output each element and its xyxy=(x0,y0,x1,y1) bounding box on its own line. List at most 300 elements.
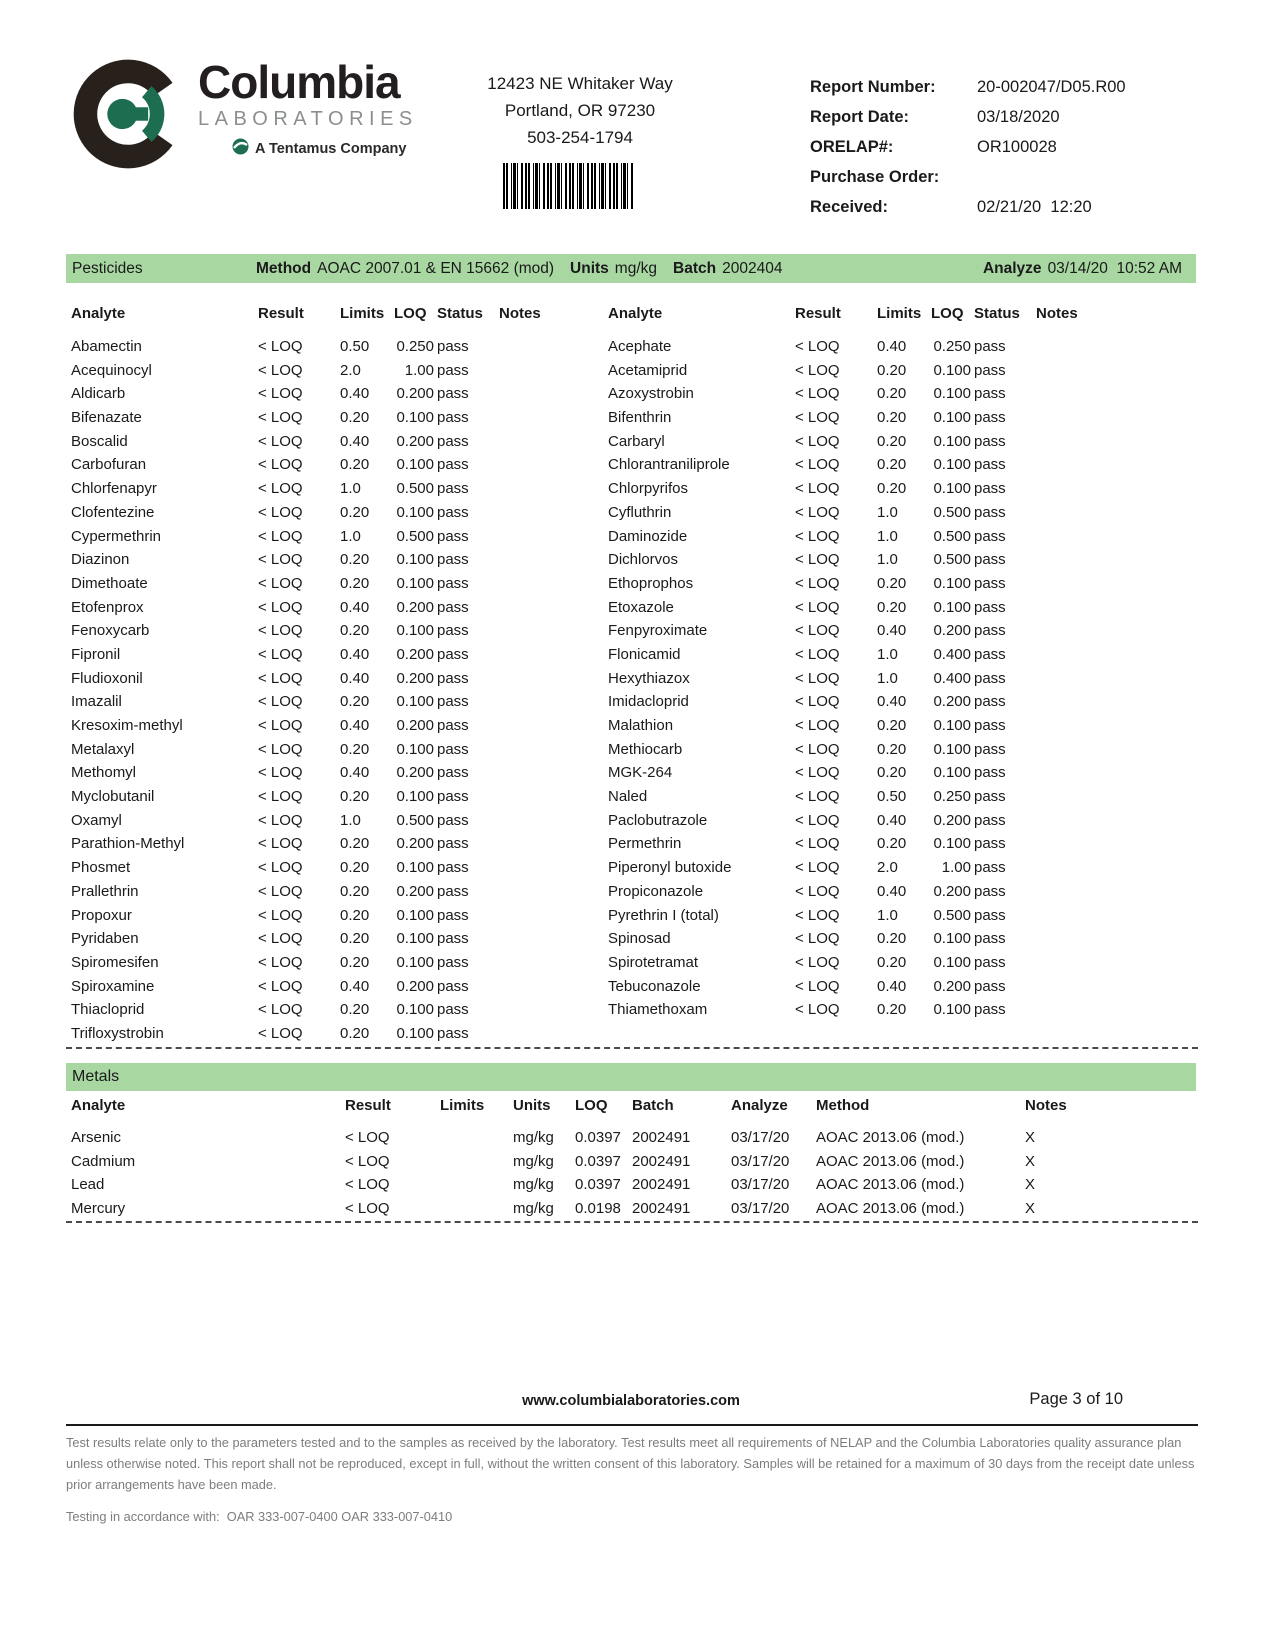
loq-cell: 0.100 xyxy=(933,480,971,498)
status-cell: pass xyxy=(974,859,1006,877)
metals-table xyxy=(71,1095,1181,1220)
notes-cell xyxy=(1036,856,1076,880)
table-row xyxy=(608,430,1148,454)
result-cell: < LOQ xyxy=(795,953,840,971)
status-cell: pass xyxy=(974,456,1006,474)
limits-cell: 0.20 xyxy=(340,551,370,569)
table-row xyxy=(71,1197,1181,1221)
table-row xyxy=(608,359,1148,383)
table-row xyxy=(71,975,611,999)
notes-cell xyxy=(1036,809,1076,833)
page-number: Page 3 of 10 xyxy=(1029,1390,1123,1408)
result-cell: < LOQ xyxy=(258,480,303,498)
units-cell: mg/kg xyxy=(513,1129,554,1146)
loq-cell: 0.100 xyxy=(933,953,971,971)
result-cell: < LOQ xyxy=(258,953,303,971)
loq-cell: 0.500 xyxy=(933,503,971,521)
limits-cell: 0.40 xyxy=(877,338,907,355)
analyte-cell: Carbofuran xyxy=(71,456,147,474)
limits-cell: 0.20 xyxy=(877,717,907,734)
loq-cell: 0.100 xyxy=(933,740,971,758)
limits-cell: 1.0 xyxy=(877,527,898,545)
limits-cell xyxy=(440,1150,513,1174)
result-cell: < LOQ xyxy=(258,1001,303,1019)
result-cell: < LOQ xyxy=(258,385,303,403)
table-row xyxy=(71,785,611,809)
result-cell: < LOQ xyxy=(795,930,840,948)
loq-header: LOQ xyxy=(931,305,964,322)
loq-cell: 0.500 xyxy=(933,906,971,924)
result-cell: < LOQ xyxy=(258,645,303,663)
loq-cell: 0.250 xyxy=(933,338,971,355)
result-cell: < LOQ xyxy=(258,740,303,758)
loq-cell: 0.200 xyxy=(396,835,434,853)
brand-tagline: A Tentamus Company xyxy=(255,141,407,157)
result-cell: < LOQ xyxy=(258,859,303,877)
notes-cell xyxy=(499,667,539,691)
metals-section-title: Metals xyxy=(72,1068,120,1085)
loq-cell: 0.200 xyxy=(396,764,434,782)
table-row xyxy=(608,761,1148,785)
analyte-cell: Spirotetramat xyxy=(608,953,699,971)
analyte-cell: Spiromesifen xyxy=(71,953,159,971)
loq-cell: 0.500 xyxy=(933,551,971,569)
status-cell: pass xyxy=(974,906,1006,924)
loq-cell: 0.0397 xyxy=(575,1176,621,1194)
result-cell: < LOQ xyxy=(795,527,840,545)
limits-cell: 0.40 xyxy=(340,717,370,734)
loq-cell: 0.250 xyxy=(933,788,971,806)
loq-header: LOQ xyxy=(575,1097,608,1114)
loq-cell: 0.100 xyxy=(933,764,971,782)
status-cell: pass xyxy=(974,598,1006,616)
table-row xyxy=(608,998,1148,1022)
status-cell: pass xyxy=(974,338,1006,355)
loq-cell: 0.200 xyxy=(396,645,434,663)
notes-cell xyxy=(499,714,539,738)
table-row xyxy=(71,927,611,951)
loq-cell: 0.200 xyxy=(933,622,971,640)
status-cell: pass xyxy=(974,527,1006,545)
analyte-cell: Methiocarb xyxy=(608,740,683,758)
notes-cell xyxy=(1036,477,1076,501)
result-cell: < LOQ xyxy=(795,361,840,379)
table-row xyxy=(71,335,611,359)
table-row xyxy=(71,525,611,549)
loq-cell: 0.100 xyxy=(396,551,434,569)
result-cell: < LOQ xyxy=(258,338,303,355)
notes-cell xyxy=(1036,548,1076,572)
limits-cell: 0.20 xyxy=(340,740,370,758)
analyte-cell: Imazalil xyxy=(71,693,122,711)
loq-cell: 0.0397 xyxy=(575,1129,621,1146)
table-row xyxy=(71,359,611,383)
loq-cell: 1.00 xyxy=(941,859,971,877)
table-row xyxy=(608,548,1148,572)
loq-cell: 0.100 xyxy=(933,1001,971,1019)
result-cell: < LOQ xyxy=(795,811,840,829)
table-row xyxy=(71,572,611,596)
status-cell: pass xyxy=(437,645,469,663)
limits-cell: 0.20 xyxy=(877,953,907,971)
table-row xyxy=(608,643,1148,667)
analyte-cell: Fenpyroximate xyxy=(608,622,708,640)
loq-cell: 0.500 xyxy=(396,480,434,498)
status-cell: pass xyxy=(437,456,469,474)
loq-cell: 0.500 xyxy=(933,527,971,545)
limits-cell: 0.20 xyxy=(340,409,370,427)
barcode xyxy=(503,163,635,209)
notes-cell xyxy=(1036,975,1076,999)
orelap-label: ORELAP#: xyxy=(810,137,894,156)
pesticides-section-title: Pesticides xyxy=(72,259,143,277)
analyte-cell: Dimethoate xyxy=(71,574,148,592)
analyze-header: Analyze xyxy=(731,1097,788,1114)
analyte-cell: Malathion xyxy=(608,717,674,734)
limits-cell xyxy=(440,1197,513,1221)
table-body xyxy=(71,1126,1181,1220)
table-row xyxy=(71,832,611,856)
status-cell: pass xyxy=(437,669,469,687)
status-cell: pass xyxy=(437,598,469,616)
limits-cell: 0.50 xyxy=(877,788,907,806)
notes-cell xyxy=(499,975,539,999)
table-row xyxy=(608,596,1148,620)
status-cell: pass xyxy=(974,503,1006,521)
table-row xyxy=(71,690,611,714)
table-row xyxy=(608,690,1148,714)
limits-cell: 0.20 xyxy=(877,764,907,782)
analyte-cell: Methomyl xyxy=(71,764,137,782)
loq-cell: 0.100 xyxy=(933,835,971,853)
status-cell: pass xyxy=(974,385,1006,403)
report-date-value: 03/18/2020 xyxy=(977,107,1060,126)
limits-cell: 0.40 xyxy=(340,669,370,687)
notes-cell: X xyxy=(1025,1199,1036,1217)
brand-name: Columbia xyxy=(198,56,400,108)
status-cell: pass xyxy=(437,1001,469,1019)
analyte-cell: Mercury xyxy=(71,1199,126,1217)
result-cell: < LOQ xyxy=(258,882,303,900)
status-cell: pass xyxy=(437,574,469,592)
table-row xyxy=(71,951,611,975)
notes-header: Notes xyxy=(1025,1097,1067,1114)
analyte-cell: Myclobutanil xyxy=(71,788,155,806)
limits-cell: 0.40 xyxy=(877,882,907,900)
analyte-cell: Parathion-Methyl xyxy=(71,835,185,853)
status-cell: pass xyxy=(437,811,469,829)
analyze-cell: 03/17/20 xyxy=(731,1199,790,1217)
result-cell: < LOQ xyxy=(258,361,303,379)
table-row xyxy=(608,667,1148,691)
result-cell: < LOQ xyxy=(795,669,840,687)
table-row xyxy=(608,501,1148,525)
result-cell: < LOQ xyxy=(795,717,840,734)
result-cell: < LOQ xyxy=(795,859,840,877)
status-cell: pass xyxy=(974,835,1006,853)
table-row xyxy=(608,927,1148,951)
status-cell: pass xyxy=(437,717,469,734)
notes-cell xyxy=(499,761,539,785)
result-cell: < LOQ xyxy=(795,622,840,640)
table-row xyxy=(608,714,1148,738)
limits-cell: 0.20 xyxy=(340,882,370,900)
notes-cell xyxy=(1036,596,1076,620)
brand-subtitle: LABORATORIES xyxy=(198,108,418,130)
analyte-cell: Chlorantraniliprole xyxy=(608,456,730,474)
loq-cell: 0.100 xyxy=(933,385,971,403)
loq-header: LOQ xyxy=(394,305,427,322)
limits-cell: 1.0 xyxy=(877,503,898,521)
limits-cell: 0.20 xyxy=(340,953,370,971)
notes-cell xyxy=(1036,430,1076,454)
analyte-cell: Imidacloprid xyxy=(608,693,689,711)
analyte-header: Analyte xyxy=(71,305,126,322)
limits-cell: 0.20 xyxy=(340,456,370,474)
table-row xyxy=(608,904,1148,928)
loq-cell: 0.200 xyxy=(396,669,434,687)
status-cell: pass xyxy=(437,622,469,640)
analyte-cell: Fipronil xyxy=(71,645,121,663)
notes-cell xyxy=(1036,453,1076,477)
limits-cell: 0.50 xyxy=(340,338,370,355)
limits-cell: 1.0 xyxy=(877,669,898,687)
table-row xyxy=(71,619,611,643)
loq-cell: 0.200 xyxy=(933,882,971,900)
status-cell: pass xyxy=(437,906,469,924)
result-cell: < LOQ xyxy=(258,693,303,711)
limits-cell: 0.40 xyxy=(340,598,370,616)
notes-cell xyxy=(499,643,539,667)
table-row xyxy=(608,880,1148,904)
table-row xyxy=(71,382,611,406)
analyte-cell: Thiacloprid xyxy=(71,1001,145,1019)
table-row xyxy=(71,738,611,762)
status-cell: pass xyxy=(974,361,1006,379)
report-number-value: 20-002047/D05.R00 xyxy=(977,77,1126,96)
analyte-cell: Chlorfenapyr xyxy=(71,480,157,498)
metals-section-banner xyxy=(66,1063,1196,1091)
limits-cell: 0.40 xyxy=(877,693,907,711)
batch-header: Batch xyxy=(632,1097,674,1114)
table-row xyxy=(71,856,611,880)
limits-cell xyxy=(440,1173,513,1197)
section-divider xyxy=(66,1047,1198,1049)
limits-cell: 0.40 xyxy=(877,977,907,995)
status-header: Status xyxy=(437,305,483,322)
analyze-cell: 03/17/20 xyxy=(731,1152,790,1170)
analyte-cell: Cypermethrin xyxy=(71,527,162,545)
table-row xyxy=(71,667,611,691)
analyte-header: Analyte xyxy=(608,305,663,322)
notes-cell xyxy=(499,406,539,430)
status-cell: pass xyxy=(437,953,469,971)
result-cell: < LOQ xyxy=(345,1152,390,1170)
lab-address xyxy=(450,70,710,151)
notes-cell xyxy=(499,785,539,809)
table-row xyxy=(71,1173,1181,1197)
status-cell: pass xyxy=(437,385,469,403)
loq-cell: 0.400 xyxy=(933,669,971,687)
method-cell: AOAC 2013.06 (mod.) xyxy=(816,1129,965,1146)
notes-cell xyxy=(1036,714,1076,738)
notes-cell xyxy=(1036,690,1076,714)
loq-cell: 0.100 xyxy=(396,1024,434,1042)
notes-header: Notes xyxy=(1036,305,1078,322)
notes-cell: X xyxy=(1025,1176,1036,1194)
analyte-cell: Metalaxyl xyxy=(71,740,135,758)
received-value: 02/21/20 12:20 xyxy=(977,197,1092,216)
limits-header: Limits xyxy=(340,305,385,322)
limits-cell: 2.0 xyxy=(877,859,898,877)
loq-cell: 0.100 xyxy=(396,906,434,924)
table-row xyxy=(608,809,1148,833)
report-info xyxy=(810,72,1210,222)
result-cell: < LOQ xyxy=(258,409,303,427)
table-row xyxy=(608,382,1148,406)
limits-cell: 0.20 xyxy=(340,1001,370,1019)
analyte-cell: Ethoprophos xyxy=(608,574,694,592)
table-header-row xyxy=(608,303,1148,335)
status-cell: pass xyxy=(437,859,469,877)
loq-cell: 0.100 xyxy=(396,1001,434,1019)
analyze-cell: 03/17/20 xyxy=(731,1176,790,1194)
result-cell: < LOQ xyxy=(258,456,303,474)
loq-cell: 0.100 xyxy=(396,953,434,971)
status-cell: pass xyxy=(974,717,1006,734)
result-cell: < LOQ xyxy=(795,740,840,758)
table-row xyxy=(71,998,611,1022)
loq-cell: 0.200 xyxy=(396,882,434,900)
report-field-row xyxy=(810,192,1210,222)
notes-cell xyxy=(1036,785,1076,809)
method-label: Method xyxy=(256,259,312,277)
limits-cell: 1.0 xyxy=(340,480,361,498)
loq-cell: 0.100 xyxy=(396,788,434,806)
analyte-cell: Cadmium xyxy=(71,1152,136,1170)
loq-cell: 0.100 xyxy=(396,693,434,711)
analyte-cell: Acephate xyxy=(608,338,672,355)
batch-cell: 2002491 xyxy=(632,1199,691,1217)
loq-cell: 0.400 xyxy=(933,645,971,663)
analyte-cell: Aldicarb xyxy=(71,385,126,403)
limits-cell: 1.0 xyxy=(877,906,898,924)
report-field-row xyxy=(810,72,1210,102)
loq-cell: 0.500 xyxy=(396,527,434,545)
table-row xyxy=(71,643,611,667)
notes-header: Notes xyxy=(499,305,541,322)
notes-cell xyxy=(499,809,539,833)
loq-cell: 0.200 xyxy=(396,385,434,403)
loq-cell: 0.100 xyxy=(396,622,434,640)
loq-cell: 0.200 xyxy=(396,717,434,734)
status-cell: pass xyxy=(437,788,469,806)
result-cell: < LOQ xyxy=(258,503,303,521)
notes-cell xyxy=(499,880,539,904)
status-cell: pass xyxy=(437,361,469,379)
table-row xyxy=(71,453,611,477)
analyte-cell: Bifenthrin xyxy=(608,409,672,427)
limits-cell: 0.20 xyxy=(877,385,907,403)
notes-cell xyxy=(1036,572,1076,596)
notes-cell: X xyxy=(1025,1129,1036,1146)
loq-cell: 0.100 xyxy=(396,574,434,592)
limits-cell xyxy=(440,1126,513,1150)
analyte-cell: Boscalid xyxy=(71,432,128,450)
loq-cell: 0.100 xyxy=(396,859,434,877)
table-row xyxy=(608,525,1148,549)
notes-cell xyxy=(499,335,539,359)
limits-cell: 0.40 xyxy=(340,764,370,782)
limits-cell: 0.40 xyxy=(340,432,370,450)
disclaimer-text: Test results relate only to the parameters tested and to the samples as received by the laboratory. Test results meet all requirements of NELAP and the Columbia Laboratories quality assurance plan unless otherwise noted. This report shall not be reproduced, except in full, without the written consent of this laboratory. Samples will be retained for a maximum of 30 days from the receipt date unless prior arrangements have been made. xyxy=(66,1435,1195,1492)
table-row xyxy=(608,738,1148,762)
table-row xyxy=(71,501,611,525)
status-cell: pass xyxy=(974,811,1006,829)
notes-cell xyxy=(499,927,539,951)
loq-cell: 0.200 xyxy=(396,598,434,616)
notes-cell xyxy=(499,1022,539,1046)
result-cell: < LOQ xyxy=(795,835,840,853)
loq-cell: 0.100 xyxy=(396,456,434,474)
result-cell: < LOQ xyxy=(795,788,840,806)
limits-cell: 1.0 xyxy=(877,645,898,663)
analyze-label: Analyze xyxy=(982,259,1042,277)
notes-cell xyxy=(1036,501,1076,525)
notes-cell xyxy=(1036,904,1076,928)
table-row xyxy=(71,809,611,833)
method-cell: AOAC 2013.06 (mod.) xyxy=(816,1199,965,1217)
loq-cell: 0.200 xyxy=(396,432,434,450)
result-cell: < LOQ xyxy=(258,432,303,450)
status-cell: pass xyxy=(974,645,1006,663)
notes-cell xyxy=(1036,951,1076,975)
analyte-cell: Azoxystrobin xyxy=(608,385,694,403)
status-cell: pass xyxy=(974,669,1006,687)
report-field-row xyxy=(810,132,1210,162)
method-cell: AOAC 2013.06 (mod.) xyxy=(816,1176,965,1194)
analyte-cell: Phosmet xyxy=(71,859,131,877)
table-row xyxy=(608,477,1148,501)
notes-cell xyxy=(499,430,539,454)
result-cell: < LOQ xyxy=(258,930,303,948)
result-cell: < LOQ xyxy=(258,598,303,616)
analyte-cell: Carbaryl xyxy=(608,432,665,450)
result-cell: < LOQ xyxy=(795,456,840,474)
table-row xyxy=(71,761,611,785)
notes-cell xyxy=(499,572,539,596)
loq-cell: 0.200 xyxy=(933,977,971,995)
loq-cell: 0.100 xyxy=(933,409,971,427)
analyze-value: 03/14/20 10:52 AM xyxy=(1047,259,1182,277)
report-field-row xyxy=(810,162,1210,192)
batch-cell: 2002491 xyxy=(632,1129,691,1146)
accordance-text: Testing in accordance with: OAR 333-007-0400 OAR 333-007-0410 xyxy=(66,1509,453,1524)
limits-cell: 0.40 xyxy=(340,977,370,995)
orelap-value: OR100028 xyxy=(977,137,1057,156)
batch-cell: 2002491 xyxy=(632,1152,691,1170)
table-row xyxy=(608,453,1148,477)
limits-cell: 1.0 xyxy=(340,527,361,545)
result-cell: < LOQ xyxy=(258,835,303,853)
result-cell: < LOQ xyxy=(795,385,840,403)
table-row xyxy=(608,406,1148,430)
notes-cell xyxy=(499,382,539,406)
analyte-cell: Pyrethrin I (total) xyxy=(608,906,719,924)
report-date-label: Report Date: xyxy=(810,107,910,126)
result-cell: < LOQ xyxy=(795,338,840,355)
analyte-header: Analyte xyxy=(71,1097,126,1114)
